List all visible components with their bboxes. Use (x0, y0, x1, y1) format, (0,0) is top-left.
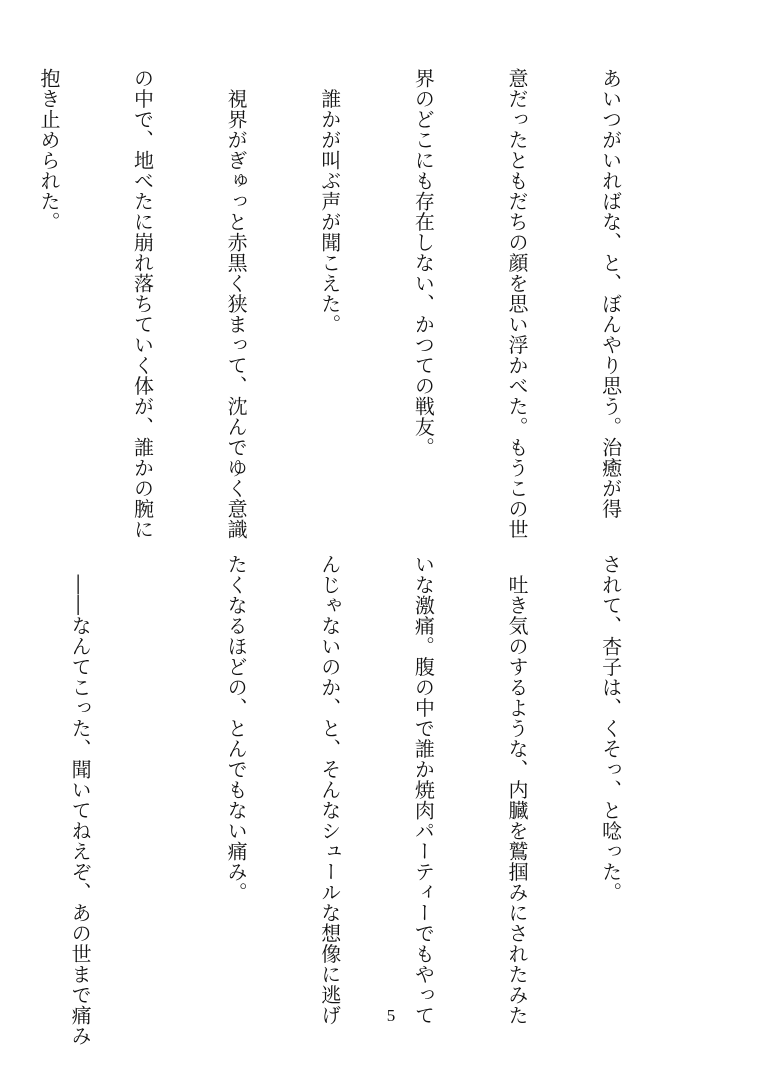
text-line: されて、杏子は、くそっ、と唸った。 (598, 554, 623, 903)
page-number: 5 (386, 1006, 396, 1025)
text-line (0, 554, 2, 1004)
text-line: 誰かが叫ぶ声が聞こえた。 (317, 68, 342, 335)
text-line: たくなるほどの、とんでもない痛み。 (224, 554, 249, 903)
text-line: 視界がぎゅっと赤黒く狭まって、沈んでゆく意識 (224, 68, 249, 540)
text-line: 抱き止められた。 (36, 68, 61, 232)
text-line: の中で、地べたに崩れ落ちていく体が、誰かの腕に (130, 68, 155, 540)
text-block-top (36, 68, 688, 540)
text-line: 吐き気のするような、内臓を鷲掴みにされたみた (504, 554, 529, 1026)
text-block-bottom (68, 554, 688, 1046)
text-line: ――なんてこった、聞いてねえぞ、あの世まで痛み (68, 554, 93, 1046)
text-line: いな激痛。腹の中で誰か焼肉パーティーでもやって (411, 554, 436, 1026)
text-line: 意だったともだちの顔を思い浮かべた。もうこの世 (504, 68, 529, 540)
text-line: んじゃないのか、と、そんなシュールな想像に逃げ (317, 554, 342, 1026)
text-line: 界のどこにも存在しない、かつての戦友。 (411, 68, 436, 458)
text-line: あいつがいればな、と、ぼんやり思う。治癒が得 (598, 68, 623, 519)
